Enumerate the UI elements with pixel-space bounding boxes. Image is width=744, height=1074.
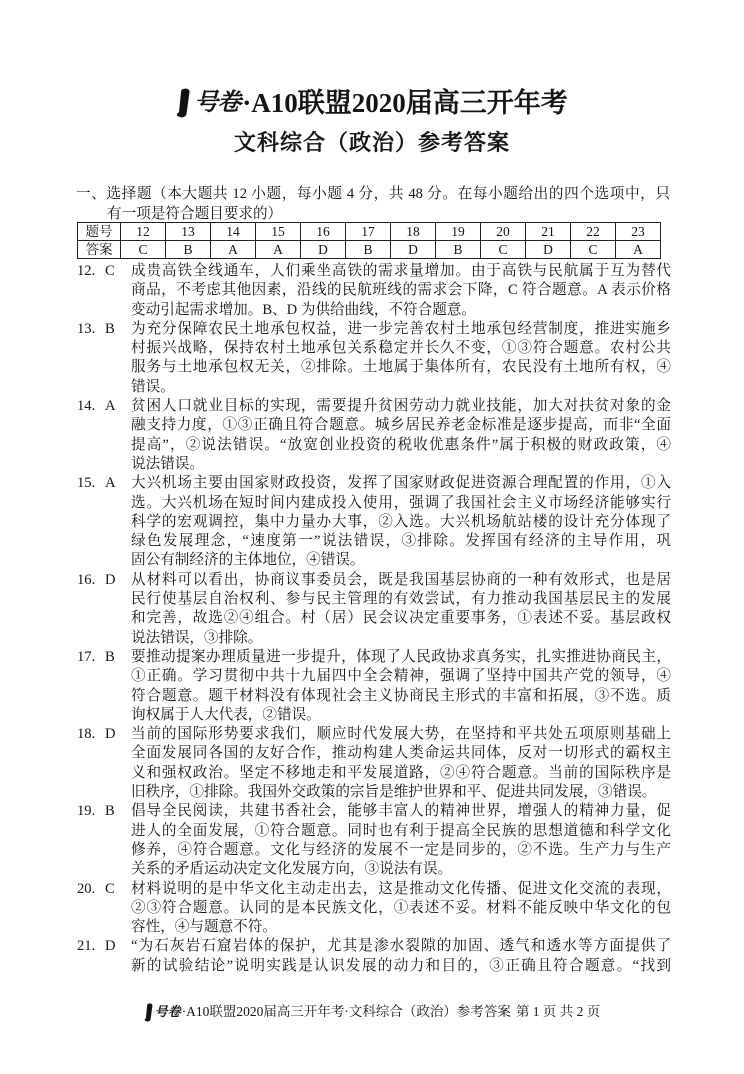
explanation-text-line: 旧秩序，①排除。我国外交政策的宗旨是维护世界和平、促进共同发展，③错误。 — [131, 784, 657, 801]
question-number: 19. — [77, 803, 96, 820]
question-number: 18. — [77, 726, 96, 743]
footer-logo-brush-icon — [144, 1003, 154, 1022]
question-number: 21. — [77, 938, 96, 955]
explanation-item — [77, 320, 671, 397]
page-number: 第 1 页 共 2 页 — [515, 1004, 601, 1019]
explanation-item — [77, 397, 671, 474]
question-answer: B — [105, 803, 115, 820]
explanation-text-line: 说法错误，③排除。 — [131, 629, 263, 646]
question-number-cell: 18 — [391, 223, 436, 241]
explanation-text-line: 新的试验结论”说明实践是认识发展的动力和目的，③正确且符合题意。“找到 — [131, 957, 671, 974]
explanation-item — [77, 937, 671, 976]
question-number: 20. — [77, 880, 96, 897]
document-title — [0, 85, 744, 121]
answer-table — [77, 222, 661, 259]
explanation-text-line: 固公有制经济的主体地位，④错误。 — [131, 552, 365, 569]
question-answer: B — [105, 320, 115, 337]
explanation-text-line: ①正确。学习贯彻中共十九届四中全会精神，强调了坚持中国共产党的领导，④ — [131, 668, 671, 685]
section-heading-line: 一、选择题（本大题共 12 小题，每小题 4 分，共 48 分。在每小题给出的四个选项中，只 — [76, 186, 670, 202]
question-number: 16. — [77, 571, 96, 588]
explanation-text-line: 选。大兴机场在短时间内建成投入使用，强调了我国社会主义市场经济能够实行 — [131, 494, 671, 511]
title-text: ·A10联盟2020届高三开年考 — [242, 88, 568, 118]
question-number-cell: 15 — [256, 223, 301, 241]
explanation-text-line: 容性，④与题意不符。 — [131, 919, 277, 936]
question-number-cell: 19 — [436, 223, 481, 241]
section-heading-line: 有一项是符合题目要求的） — [107, 205, 283, 222]
logo-text: 号卷 — [194, 90, 241, 116]
explanation-text-line: 村振兴战略，保持农村土地承包关系稳定并长久不变，①③符合题意。农村公共 — [131, 340, 671, 357]
question-answer: C — [105, 263, 115, 279]
answer-cell: B — [166, 241, 211, 259]
explanation-text-line: 服务与土地承包权无关，②排除。土地属于集体所有，农民没有土地所有权，④ — [131, 359, 671, 376]
explanation-list — [77, 262, 671, 976]
answer-label: 答案 — [78, 241, 121, 259]
explanation-text-line: 民行使基层自治权利、参与民主管理的有效尝试，有力推动我国基层民主的发展 — [131, 591, 671, 608]
explanation-text-line: 商品，不考虑其他因素，沿线的民航班线的需求会下降，C 符合题意。A 表示价格 — [131, 282, 671, 299]
question-number-cell: 17 — [346, 223, 391, 241]
question-answer: B — [105, 648, 115, 665]
explanation-text-line: 贫困人口就业目标的实现，需要提升贫困劳动力就业技能，加大对扶贫对象的金 — [131, 398, 671, 415]
explanation-text-line: 询权属于人大代表，②错误。 — [131, 706, 321, 723]
question-number-cell: 12 — [121, 223, 166, 241]
question-number-cell: 20 — [481, 223, 526, 241]
explanation-text-line: 从材料可以看出，协商议事委员会，既是我国基层协商的一种有效形式，也是居 — [131, 571, 671, 588]
explanation-item — [77, 571, 671, 648]
explanation-text-line: 绿色发展理念，“速度第一”说法错误，③排除。发挥国有经济的主导作用，巩 — [131, 533, 671, 550]
footer-text: ·A10联盟2020届高三开年考·文科综合（政治）参考答案 — [181, 1004, 511, 1019]
question-answer: C — [105, 880, 115, 897]
answer-cell: C — [121, 241, 166, 259]
section-heading — [76, 185, 670, 224]
answer-cell: C — [571, 241, 616, 259]
question-answer: D — [105, 726, 116, 743]
question-number-cell: 13 — [166, 223, 211, 241]
explanation-item — [77, 880, 671, 938]
explanation-text-line: 关系的矛盾运动决定文化发展方向，③说法有误。 — [131, 861, 453, 878]
answer-cell: A — [256, 241, 301, 259]
question-number-cell: 23 — [616, 223, 661, 241]
explanation-text-line: 成贵高铁全线通车，人们乘坐高铁的需求量增加。由于高铁与民航属于互为替代 — [131, 263, 671, 279]
answer-cell: B — [436, 241, 481, 259]
explanation-text-line: 材料说明的是中华文化主动走出去，这是推动文化传播、促进文化交流的表现， — [131, 880, 671, 897]
answer-cell: D — [301, 241, 346, 259]
footer-logo-text: 号卷 — [154, 1004, 181, 1019]
question-number: 15. — [77, 475, 96, 492]
explanation-text-line: 错误。 — [131, 378, 175, 395]
explanation-text-line: 和完善，故选②④组合。村（居）民会议决定重要事务，①表述不妥。基层政权 — [131, 610, 671, 627]
explanation-text-line: 说法错误。 — [131, 455, 204, 472]
explanation-text-line: 当前的国际形势要求我们，顺应时代发展大势，在坚持和平共处五项原则基础上 — [131, 726, 671, 743]
explanation-item — [77, 802, 671, 879]
page-footer — [0, 1001, 744, 1023]
document-subtitle: 文科综合（政治）参考答案 — [233, 130, 510, 155]
question-number-cell: 21 — [526, 223, 571, 241]
question-answer: A — [105, 475, 116, 492]
explanation-item — [77, 474, 671, 570]
explanation-text-line: 符合题意。题干材料没有体现社会主义协商民主形式的丰富和拓展，③不选。质 — [131, 687, 671, 704]
explanation-text-line: 要推动提案办理质量进一步提升，体现了人民政协求真务实，扎实推进协商民主， — [131, 648, 671, 665]
question-answer: D — [105, 938, 116, 955]
question-number: 13. — [77, 320, 96, 337]
explanation-text-line: 全面发展同各国的友好合作，推动构建人类命运共同体，反对一切形式的霸权主 — [131, 745, 671, 762]
explanation-item — [77, 648, 671, 725]
question-number-row — [78, 223, 661, 241]
explanation-text-line: 融支持力度，①③正确且符合题意。城乡居民养老金标准是逐步提高，而非“全面 — [131, 417, 671, 434]
explanation-text-line: 变动引起需求增加。B、D 为供给曲线，不符合题意。 — [131, 301, 476, 318]
answer-row — [78, 241, 661, 259]
question-number: 12. — [77, 263, 96, 279]
question-number-cell: 14 — [211, 223, 256, 241]
answer-cell: A — [211, 241, 256, 259]
logo-brush-icon — [176, 88, 192, 118]
question-number: 17. — [77, 648, 96, 665]
explanation-text-line: 义和强权政治。坚定不移地走和平发展道路，②④符合题意。当前的国际秩序是 — [131, 764, 671, 781]
question-number-label: 题号 — [78, 223, 121, 241]
explanation-text-line: 倡导全民阅读，共建书香社会，能够丰富人的精神世界，增强人的精神力量，促 — [131, 803, 671, 820]
answer-cell: D — [526, 241, 571, 259]
question-answer: D — [105, 571, 116, 588]
question-answer: A — [105, 398, 116, 415]
explanation-item — [77, 725, 671, 802]
explanation-text-line: 进人的全面发展，①符合题意。同时也有利于提高全民族的思想道德和科学文化 — [131, 822, 671, 839]
explanation-text-line: 为充分保障农民土地承包权益，进一步完善农村土地承包经营制度，推进实施乡 — [131, 320, 671, 337]
question-number-cell: 16 — [301, 223, 346, 241]
answer-cell: D — [391, 241, 436, 259]
explanation-item — [77, 262, 671, 320]
explanation-text-line: 提高”，②说法错误。“放宽创业投资的税收优惠条件”属于积极的财政政策，④ — [131, 436, 671, 453]
explanation-text-line: 科学的宏观调控，集中力量办大事，②入选。大兴机场航站楼的设计充分体现了 — [131, 513, 671, 530]
question-number: 14. — [77, 398, 96, 415]
explanation-text-line: “为石灰岩石窟岩体的保护，尤其是渗水裂隙的加固、透气和透水等方面提供了 — [131, 938, 671, 955]
explanation-text-line: 大兴机场主要由国家财政投资，发挥了国家财政促进资源合理配置的作用，①入 — [131, 475, 671, 492]
answer-cell: C — [481, 241, 526, 259]
explanation-text-line: ②③符合题意。认同的是本民族文化，①表述不妥。材料不能反映中华文化的包 — [131, 899, 671, 916]
question-number-cell: 22 — [571, 223, 616, 241]
explanation-text-line: 修养，④符合题意。文化与经济的发展不一定是同步的，②不选。生产力与生产 — [131, 841, 671, 858]
answer-cell: A — [616, 241, 661, 259]
answer-cell: B — [346, 241, 391, 259]
